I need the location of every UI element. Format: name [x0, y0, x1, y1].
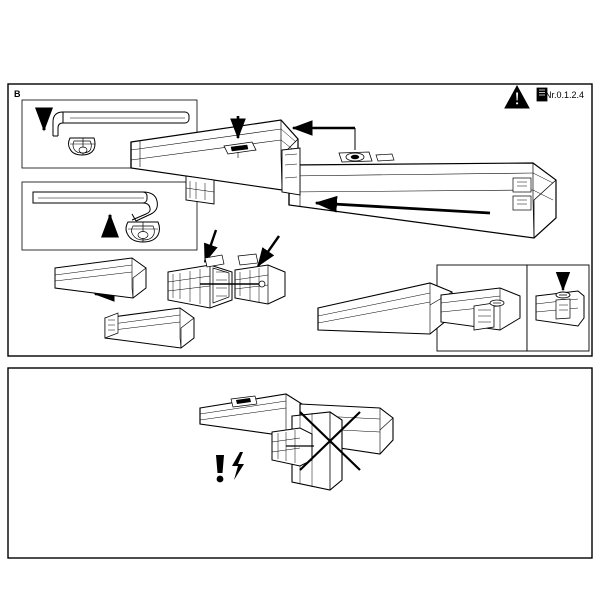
clamp-bracket-bottom-art: [126, 222, 160, 242]
part-number-label: Nr.0.1.2.4: [544, 90, 584, 100]
rail-joint-art: [282, 148, 300, 195]
step-letter-badge: B: [14, 89, 21, 99]
detail-inset-right-art: [536, 291, 584, 326]
detail-inset-left-art: [441, 288, 520, 330]
clamp-bracket-top-art: [69, 138, 96, 155]
